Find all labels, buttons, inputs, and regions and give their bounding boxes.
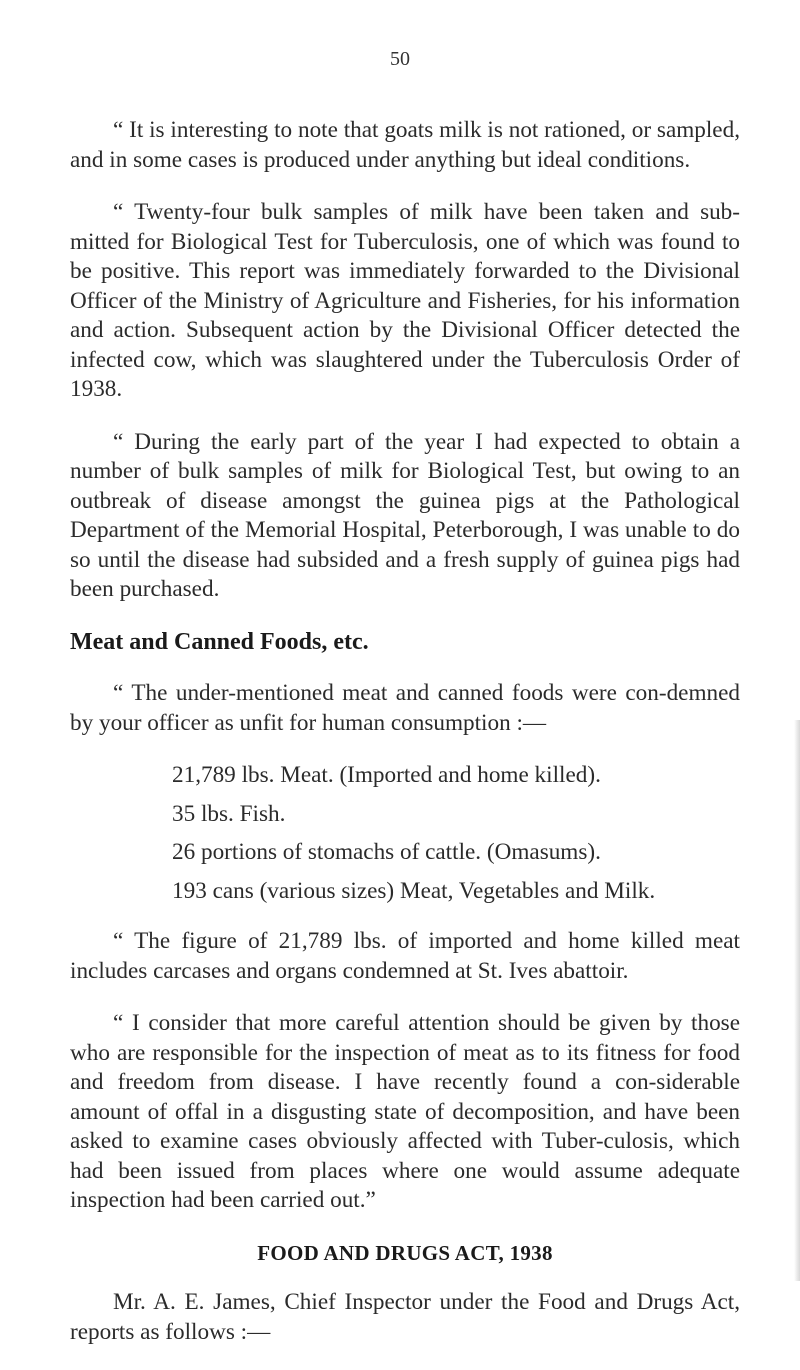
section-heading-food-drugs-act: FOOD AND DRUGS ACT, 1938: [257, 1240, 553, 1265]
list-item: 35 lbs. Fish.: [172, 800, 286, 827]
paragraph-chief-inspector: Mr. A. E. James, Chief Inspector under the Food and Drugs Act, reports as follows :—: [70, 1289, 740, 1345]
list-item: 26 portions of stomachs of cattle. (Omasums).: [172, 839, 601, 865]
paragraph-goats-milk: “ It is interesting to note that goats milk is not rationed, or sampled, and in some cases is produced under anything but ideal conditions.: [70, 117, 740, 173]
condemned-items-list: [70, 761, 740, 906]
page-number: 50: [390, 48, 410, 70]
section-heading-meat-canned-foods: Meat and Canned Foods, etc.: [70, 628, 369, 655]
page-body: [70, 116, 740, 1370]
paragraph-inspection: “ I consider that more careful attention should be given by those who are responsible for the inspection of meat as to its fitness for food and freedom from disease. I have recently found a con-siderable amount of offal in a disgusting state of decomposition, and have been asked to examine cases obviously affected with Tuber-culosis, which had been issued from places where one would assume adequate inspection had been carried out.”: [70, 1010, 740, 1213]
paragraph-st-ives: “ The figure of 21,789 lbs. of imported and home killed meat includes carcases and organs condemned at St. Ives abattoir.: [70, 928, 740, 984]
paragraph-bulk-samples: “ Twenty-four bulk samples of milk have been taken and sub-mitted for Biological Test for Tuberculosis, one of which was found to be positive. This report was immediately forwarded to the Divisional Officer of the Ministry of Agriculture and Fisheries, for his information and action. Subsequent action by the Divisional Officer detected the infected cow, which was slaughtered under the Tuberculosis Order of 1938.: [70, 199, 740, 402]
paragraph-condemned-intro: “ The under-mentioned meat and canned foods were con-demned by your officer as unfit for human consumption :—: [70, 680, 740, 736]
list-item: 193 cans (various sizes) Meat, Vegetables and Milk.: [172, 877, 656, 904]
list-item: 21,789 lbs. Meat. (Imported and home killed).: [172, 762, 601, 788]
scan-edge-shadow: [794, 720, 800, 1281]
paragraph-biological-test: “ During the early part of the year I had expected to obtain a number of bulk samples of milk for Biological Test, but owing to an outbreak of disease amongst the guinea pigs at the Pathological Department of the Memorial Hospital, Peterborough, I was unable to do so until the disease had subsided and a fresh supply of guinea pigs had been purchased.: [70, 428, 740, 602]
